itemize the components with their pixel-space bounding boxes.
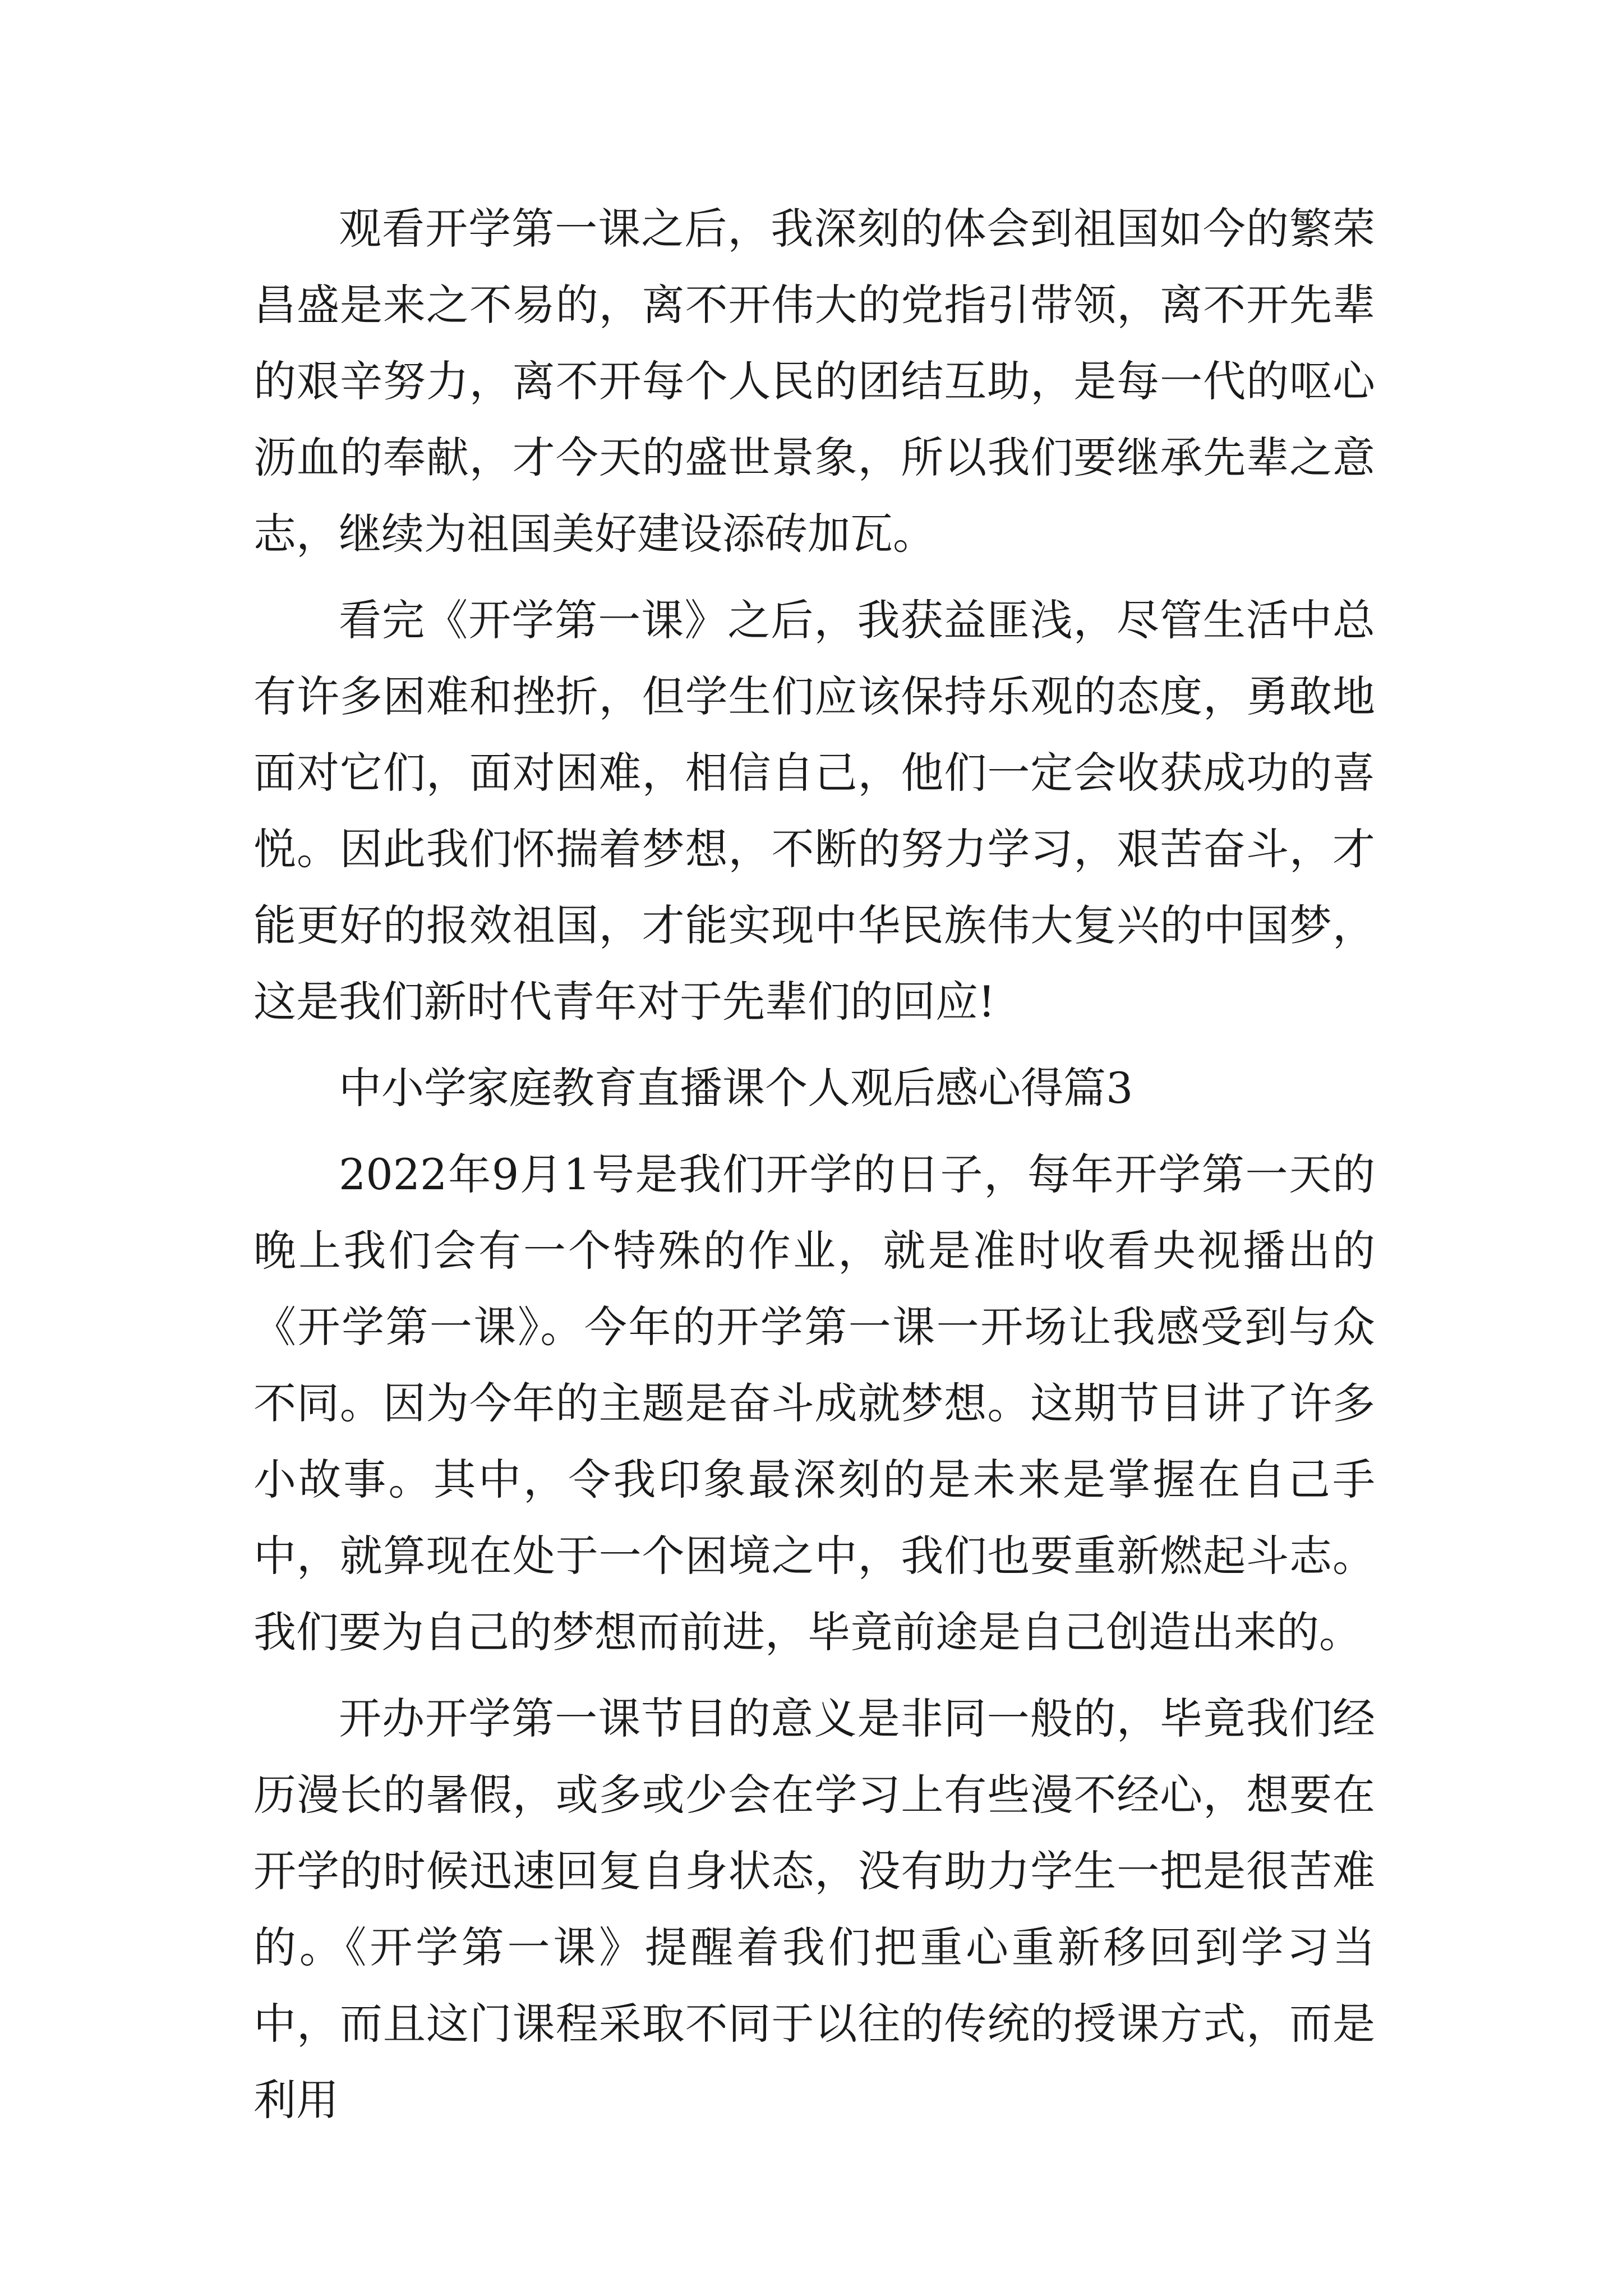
paragraph-reflection-2: 看完《开学第一课》之后，我获益匪浅，尽管生活中总有许多困难和挫折，但学生们应该保持乐观的态度，勇敢地面对它们，面对困难，相信自己，他们一定会收获成功的喜悦。因此我们怀揣着梦想，不断的努力学习，艰苦奋斗，才能更好的报效祖国，才能实现中华民族伟大复兴的中国梦，这是我们新时代青年对于先辈们的回应! xyxy=(253,595,1375,1027)
section-heading: 中小学家庭教育直播课个人观后感心得篇3 xyxy=(339,1063,1133,1113)
document-body xyxy=(253,191,1375,2148)
paragraph-reflection-3: 2022年9月1号是我们开学的日子，每年开学第一天的晚上我们会有一个特殊的作业，就是准时收看央视播出的《开学第一课》。今年的开学第一课一开场让我感受到与众不同。因为今年的主题是奋斗成就梦想。这期节目讲了许多小故事。其中，令我印象最深刻的是未来是掌握在自己手中，就算现在处于一个困境之中，我们也要重新燃起斗志。我们要为自己的梦想而前进，毕竟前途是自己创造出来的。 xyxy=(253,1149,1375,1657)
paragraph-reflection-1: 观看开学第一课之后，我深刻的体会到祖国如今的繁荣昌盛是来之不易的，离不开伟大的党指引带领，离不开先辈的艰辛努力，离不开每个人民的团结互助，是每一代的呕心沥血的奉献，才今天的盛世景象，所以我们要继承先辈之意志，继续为祖国美好建设添砖加瓦。 xyxy=(253,204,1375,559)
paragraph-reflection-4: 开办开学第一课节目的意义是非同一般的，毕竟我们经历漫长的暑假，或多或少会在学习上有些漫不经心，想要在开学的时候迅速回复自身状态，没有助力学生一把是很苦难的。《开学第一课》提醒着我们把重心重新移回到学习当中，而且这门课程采取不同于以往的传统的授课方式，而是利用 xyxy=(253,1694,1375,2125)
